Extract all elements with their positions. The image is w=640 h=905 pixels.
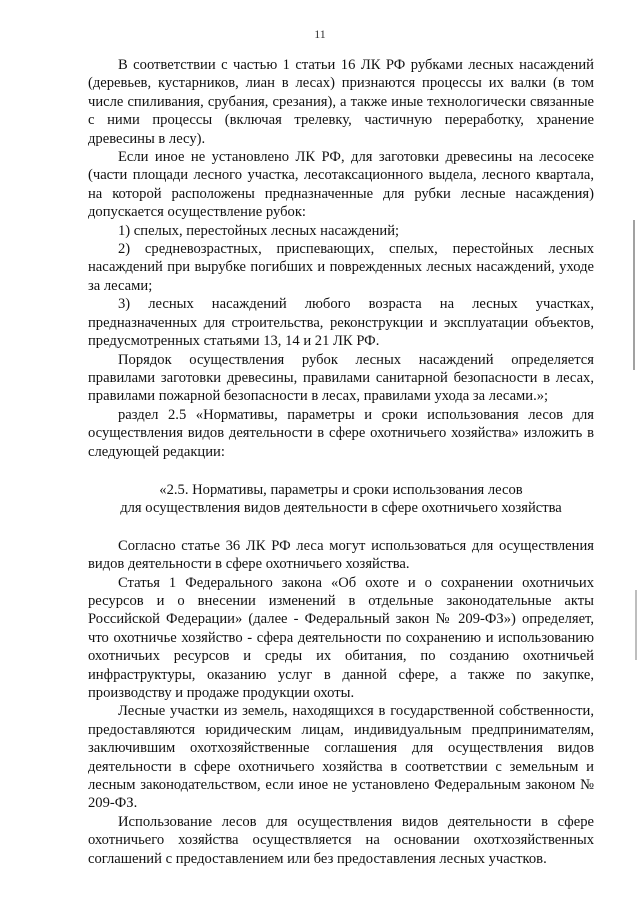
list-item-3: 3) лесных насаждений любого возраста на лесных участках, предназначенных для строительства, реконструкции и эксплуатации объектов, предусмотренных статьями 13, 14 и 21 ЛК РФ.	[88, 296, 594, 350]
paragraph-article-36: Согласно статье 36 ЛК РФ леса могут использоваться для осуществления видов деятельности в сфере охотничьего хозяйства.	[88, 537, 594, 573]
paragraph-logging-order: Порядок осуществления рубок лесных насаждений определяется правилами заготовки древесины, правилами санитарной безопасности в лесах, правилами пожарной безопасности в лесах, правилами ухода за лесами.»;	[88, 351, 594, 405]
paragraph-logging-definition: В соответствии с частью 1 статьи 16 ЛК РФ рубками лесных насаждений (деревьев, кустарников, лиан в лесах) признаются процессы их валки (в том числе спиливания, срубания, срезания), а также иные технологически связанные с ними процессы (включая трелевку, частичную переработку, хранение древесины в лесу).	[88, 57, 594, 147]
section-heading	[88, 481, 594, 518]
paragraph-permitted-logging: Если иное не установлено ЛК РФ, для заготовки древесины на лесосеке (части площади лесного участка, лесотаксационного выдела, лесного квартала, на которой расположены предназначенные для рубки лесные насаждения) допускается осуществление рубок:	[88, 149, 594, 221]
list-item-1: 1) спелых, перестойных лесных насаждений;	[118, 222, 400, 239]
paragraph-section-amendment: раздел 2.5 «Нормативы, параметры и сроки использования лесов для осуществления видов деятельности в сфере охотничьего хозяйства» изложить в следующей редакции:	[88, 406, 594, 460]
list-item-2: 2) средневозрастных, приспевающих, спелых, перестойных лесных насаждений при вырубке погибших и поврежденных лесных насаждений, уходе за лесами;	[88, 241, 594, 294]
paragraph-hunting-agreements: Использование лесов для осуществления видов деятельности в сфере охотничьего хозяйства осуществляется на основании охотхозяйственных соглашений с предоставлением или без предоставления лесных участков.	[88, 813, 594, 867]
paragraph-forest-plots: Лесные участки из земель, находящихся в государственной собственности, предоставляются юридическим лицам, индивидуальным предпринимателям, заключившим охотхозяйственные соглашения для осуществления видов деятельности в сфере охотничьего хозяйства в соответствии с земельным и лесным законодательством, если иное не установлено Федеральным законом № 209-ФЗ.	[88, 703, 594, 812]
section-heading-line-2: для осуществления видов деятельности в сфере охотничьего хозяйства	[120, 500, 562, 517]
paragraph-federal-law-209: Статья 1 Федерального закона «Об охоте и о сохранении охотничьих ресурсов и о внесении изменений в отдельные законодательные акты Российской Федерации» (далее - Федеральный закон № 209-ФЗ») определяет, что охотничье хозяйство - сфера деятельности по сохранению и использованию охотничьих ресурсов и среды их обитания, по созданию охотничьей инфраструктуры, оказанию услуг в данной сфере, а также по закупке, производству и продаже продукции охоты.	[88, 574, 594, 701]
page-number: 11	[314, 27, 326, 41]
scan-edge-mark	[635, 590, 637, 660]
section-heading-line-1: «2.5. Нормативы, параметры и сроки использования лесов	[159, 481, 523, 498]
document-body	[88, 56, 594, 868]
scan-edge-mark	[633, 220, 635, 370]
